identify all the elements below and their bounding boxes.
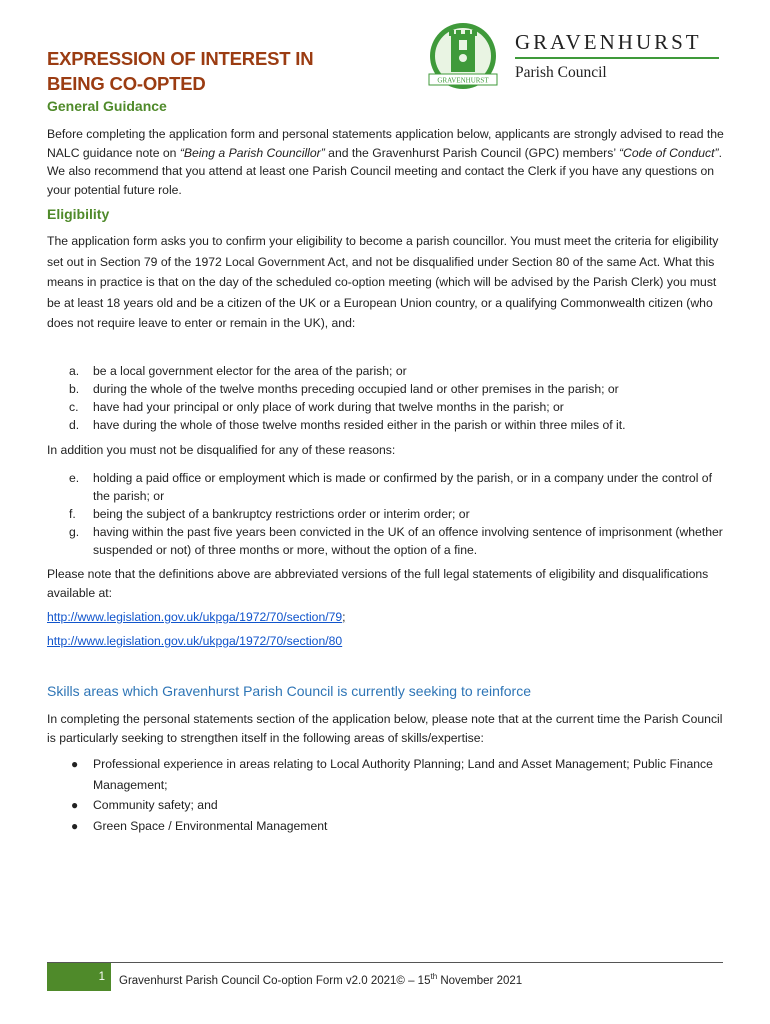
document-title	[47, 46, 387, 96]
list-item: a. be a local government elector for the area of the parish; or	[69, 364, 407, 378]
gravenhurst-logo	[423, 20, 723, 92]
logo-divider	[515, 57, 719, 59]
heading-general-guidance: General Guidance	[47, 98, 167, 114]
disqualification-intro: In addition you must not be disqualified for any of these reasons:	[47, 443, 396, 457]
skills-intro-text: In completing the personal statements section of the application below, please note that at the current time the Parish Council is particularly seeking to strengthen itself in the following areas of skills/expertise:	[47, 712, 723, 745]
list-item: ● Community safety; and	[47, 795, 727, 816]
disqualification-list	[47, 469, 727, 559]
legislation-link-section-80[interactable]: http://www.legislation.gov.uk/ukpga/1972/70/section/80	[47, 634, 343, 648]
list-item: ● Professional experience in areas relating to Local Authority Planning; Land and Asset Management; Public Finance Management;	[47, 754, 727, 795]
bullet-icon: ●	[71, 818, 79, 833]
list-item: f. being the subject of a bankruptcy restrictions order or interim order; or	[69, 507, 470, 521]
definitions-note: Please note that the definitions above are abbreviated versions of the full legal statements of eligibility and disqualifications available at:	[47, 567, 709, 600]
legislation-link-section-79[interactable]: http://www.legislation.gov.uk/ukpga/1972/70/section/79;	[47, 610, 346, 624]
eligibility-text: The application form asks you to confirm your eligibility to become a parish councillor. You must meet the criteria for eligibility set out in Section 79 of the 1972 Local Government Act, and not be disqualified under Section 80 of the same Act. What this means in practice is that on the day of the scheduled co-option meeting (which will be advised by the Parish Clerk) you must be at least 18 years old and be a citizen of the UK or a European Union country, or a qualifying Commonwealth citizen (who does not require leave to enter or remain in the UK), and:	[47, 234, 719, 330]
heading-eligibility: Eligibility	[47, 206, 110, 222]
footer-text: Gravenhurst Parish Council Co-option Form v2.0 2021© – 15th November 2021	[119, 972, 523, 987]
list-item: b. during the whole of the twelve months preceding occupied land or other premises in the parish; or	[69, 382, 619, 396]
page-number: 1	[47, 963, 111, 991]
parish-seal-icon	[423, 20, 507, 92]
general-guidance-text: Before completing the application form and personal statements application below, applicants are strongly advised to read the NALC guidance note on “Being a Parish Councillor” and the Gravenhurst Parish Council (GPC) members’ “Code of Conduct”. We also recommend that you attend at least one Parish Council meeting and contact the Clerk if you have any questions on your potential future role.	[47, 127, 724, 197]
logo-name: GRAVENHURST	[515, 30, 702, 54]
seal-lettering: GRAVENHURST	[437, 76, 489, 85]
page-footer	[47, 962, 723, 991]
list-item: e. holding a paid office or employment which is made or confirmed by the parish, or in a company under the control of the parish; or	[69, 471, 712, 503]
heading-skills-areas: Skills areas which Gravenhurst Parish Council is currently seeking to reinforce	[47, 683, 531, 699]
bullet-icon: ●	[71, 798, 79, 812]
title-line-1: EXPRESSION OF INTEREST IN	[47, 48, 314, 69]
eligibility-criteria-list	[47, 362, 727, 434]
bullet-icon: ●	[71, 757, 79, 771]
list-item: c. have had your principal or only place of work during that twelve months in the parish; or	[69, 400, 564, 414]
skills-list	[47, 754, 727, 836]
title-line-2: BEING CO-OPTED	[47, 73, 206, 94]
logo-subtitle: Parish Council	[515, 64, 607, 81]
list-item: ● Green Space / Environmental Management	[47, 816, 727, 837]
list-item: g. having within the past five years been convicted in the UK of an offence involving sentence of imprisonment (whether suspended or not) of three months or more, without the option of a fine.	[69, 525, 723, 557]
list-item: d. have during the whole of those twelve months resided either in the parish or within three miles of it.	[69, 418, 626, 432]
